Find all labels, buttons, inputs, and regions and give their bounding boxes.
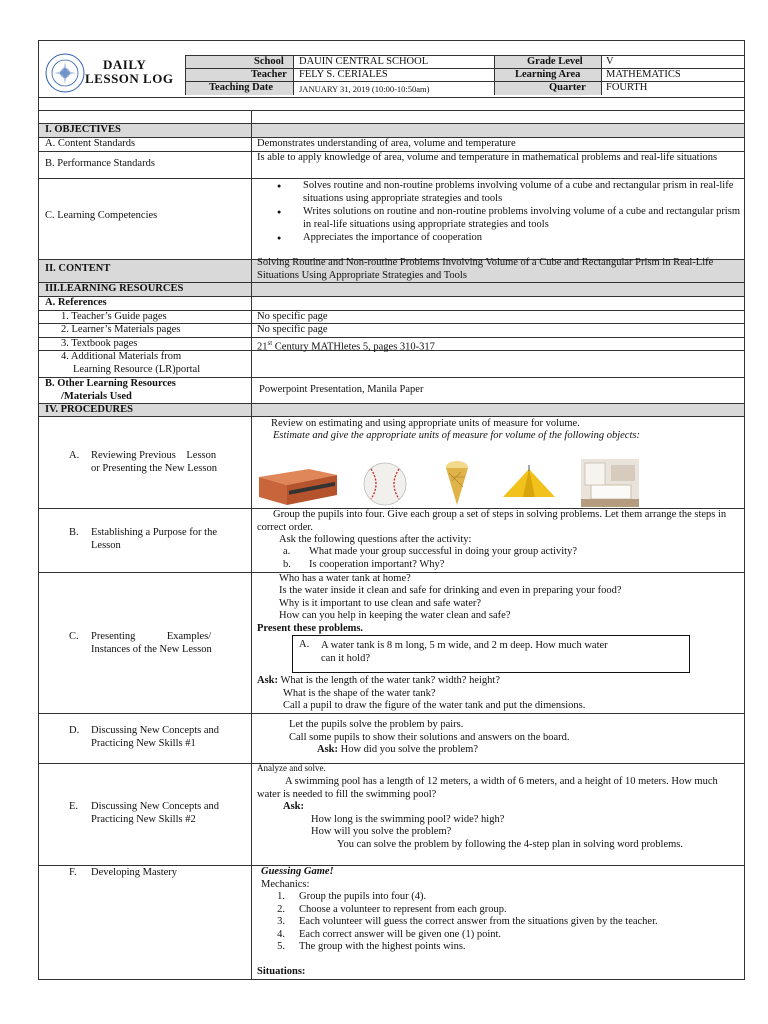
performance-standards-label: B. Performance Standards — [45, 158, 155, 169]
competency-item: ● Solves routine and non-routine problems involving volume of a cube and rectangular prism in real-life situations using appropriate strategies and tools — [303, 179, 741, 205]
mechanics-list: 1. Group the pupils into four (4). 2. Choose a volunteer to represent from each group. 3. Each volunteer will guess the correct answer from the situations given by the teacher. 4. Each correct answer will be given one (1) point. 5. The group with the highest points wins. — [257, 891, 741, 954]
content-heading: II. CONTENT — [45, 263, 111, 274]
competency-item: ● Appreciates the importance of cooperation — [303, 231, 741, 244]
quarter-label: Quarter — [549, 82, 586, 93]
procedure-b-letter: B. — [69, 527, 79, 538]
mechanics-step: The group with the highest points wins. — [299, 941, 466, 952]
procedure-e-analyze: Analyze and solve. — [257, 763, 326, 773]
procedure-b-question-b-letter: b. — [283, 559, 291, 570]
procedure-a-review: Review on estimating and using appropriate units of measure for volume. — [271, 418, 580, 429]
ice-cream-cone-picture — [443, 459, 471, 507]
tent-picture — [501, 465, 557, 505]
procedure-a-letter: A. — [69, 450, 80, 461]
teacher-value: FELY S. CERIALES — [299, 69, 388, 80]
bedroom-picture — [581, 459, 639, 507]
guessing-game-title: Guessing Game! — [261, 866, 334, 877]
competency-item: ● Writes solutions on routine and non-routine problems involving volume of a cube and rectangular prism in real-life situations using appropriate strategies and tools — [303, 205, 741, 231]
mechanics-step: Choose a volunteer to represent from each group. — [299, 903, 507, 915]
procedure-c-present: Present these problems. — [257, 623, 364, 634]
quarter-value: FOURTH — [606, 82, 648, 93]
teachers-guide-label: 1. Teacher’s Guide pages — [61, 311, 167, 322]
mechanics-step: Each correct answer will be given one (1) point. — [299, 928, 502, 940]
procedure-e-problem: A swimming pool has a length of 12 meters, a width of 6 meters, and a height of 10 meters. How much water is needed to fill the swimming pool? — [257, 776, 718, 800]
procedure-c-question-2: Is the water inside it clean and safe for drinking and even in preparing your food? — [279, 585, 622, 596]
learners-materials-value: No specific page — [257, 324, 328, 335]
procedure-c-question-3: Why is it important to use clean and safe water? — [279, 598, 482, 609]
content-standards-value: Demonstrates understanding of area, volume and temperature — [257, 138, 516, 149]
procedure-a-label: Reviewing Previous Lesson or Presenting the New Lesson — [91, 450, 217, 474]
procedure-b-question-a-letter: a. — [283, 546, 291, 557]
teachers-guide-value: No specific page — [257, 311, 328, 322]
procedure-c-question-4: How can you help in keeping the water clean and safe? — [279, 610, 511, 621]
procedure-c-ask-3: Call a pupil to draw the figure of the water tank and put the dimensions. — [283, 700, 586, 711]
procedure-e-ask: Ask: — [283, 801, 305, 812]
school-label: School — [254, 56, 284, 67]
mechanics-step: Each volunteer will guess the correct answer from the situations given by the teacher. — [299, 916, 658, 927]
procedure-b-ask: Ask the following questions after the activity: — [279, 534, 472, 545]
baseball-picture — [359, 461, 411, 507]
procedure-d-label: Discussing New Concepts and Practicing New Skills #1 — [91, 725, 220, 749]
procedure-d-ask: Ask: How did you solve the problem? — [317, 744, 478, 755]
date-label: Teaching Date — [209, 82, 274, 93]
procedure-e-question-2: How will you solve the problem? — [311, 826, 452, 837]
learning-area-value: MATHEMATICS — [606, 69, 681, 80]
grade-level-value: V — [606, 56, 614, 67]
procedure-c-question-1: Who has a water tank at home? — [279, 573, 411, 584]
teacher-label: Teacher — [251, 69, 287, 80]
performance-standards-value: Is able to apply knowledge of area, volume and temperature in mathematical problems and real-life situations — [257, 152, 718, 163]
mechanics-step: Group the pupils into four (4). — [299, 891, 427, 902]
learners-materials-label: 2. Learner’s Materials pages — [61, 324, 181, 335]
procedure-c-letter: C. — [69, 631, 79, 642]
school-value: DAUIN CENTRAL SCHOOL — [299, 56, 429, 67]
procedure-b-grouping: Group the pupils into four. Give each group a set of steps in solving problems. Let them arrange the steps in correct order. — [257, 509, 727, 533]
objectives-heading: I. OBJECTIVES — [45, 124, 121, 135]
procedure-f-letter: F. — [69, 867, 77, 878]
title-daily: DAILY — [103, 57, 147, 72]
procedure-c-label: Presenting Examples/ Instances of the New Lesson — [91, 631, 212, 655]
procedure-c-ask-line: Ask: What is the length of the water tank? width? height? — [257, 675, 501, 686]
procedure-b-question-b: Is cooperation important? Why? — [309, 559, 445, 570]
learning-area-label: Learning Area — [515, 69, 581, 80]
situations-label: Situations: — [257, 966, 306, 977]
procedure-b-question-a: What made your group successful in doing your group activity? — [309, 546, 577, 557]
title-lesson-log: LESSON LOG — [85, 71, 174, 86]
procedure-b-label: Establishing a Purpose for the Lesson — [91, 527, 217, 551]
procedure-d-letter: D. — [69, 725, 80, 736]
procedure-f-label: Developing Mastery — [91, 867, 178, 878]
problem-box-text: A water tank is 8 m long, 5 m wide, and 2 m deep. How much water can it hold? — [321, 640, 608, 664]
shoebox-picture — [257, 461, 339, 507]
textbook-label: 3. Textbook pages — [61, 338, 138, 349]
additional-materials-label: 4. Additional Materials from Learning Resource (LR)portal — [61, 351, 201, 375]
procedure-e-letter: E. — [69, 801, 79, 812]
resources-heading: III.LEARNING RESOURCES — [45, 283, 184, 294]
textbook-value: 21st Century MATHletes 5, pages 310-317 — [257, 339, 435, 353]
procedures-heading: IV. PROCEDURES — [45, 404, 133, 415]
deped-seal-logo — [45, 53, 85, 93]
problem-box-letter: A. — [299, 639, 310, 650]
procedure-a-instruction: Estimate and give the appropriate units of measure for volume of the following objects: — [273, 430, 640, 441]
learning-competencies-list — [257, 179, 741, 244]
procedure-e-question-1: How long is the swimming pool? wide? high? — [311, 814, 505, 825]
procedure-e-four-step: You can solve the problem by following the 4-step plan in solving word problems. — [337, 839, 683, 850]
other-resources-label: B. Other Learning Resources /Materials Used — [45, 378, 176, 402]
procedure-e-label: Discussing New Concepts and Practicing New Skills #2 — [91, 801, 220, 825]
other-resources-value: Powerpoint Presentation, Manila Paper — [259, 384, 424, 395]
mechanics-label: Mechanics: — [261, 879, 310, 890]
references-label: A. References — [45, 297, 107, 308]
procedure-d-pairs: Let the pupils solve the problem by pairs. — [289, 719, 464, 730]
procedure-d-board: Call some pupils to show their solutions and answers on the board. — [289, 732, 570, 743]
procedure-c-ask-2: What is the shape of the water tank? — [283, 688, 436, 699]
date-value: JANUARY 31, 2019 (10:00-10:50am) — [299, 84, 430, 94]
content-standards-label: A. Content Standards — [45, 138, 136, 149]
content-value: Solving Routine and Non-routine Problems Involving Volume of a Cube and Rectangular Prism in Real-Life Situations Using Appropriate Strategies and Tools — [257, 257, 714, 281]
grade-level-label: Grade Level — [527, 56, 583, 67]
learning-competencies-label: C. Learning Competencies — [45, 210, 158, 221]
lesson-log-page — [38, 40, 745, 980]
